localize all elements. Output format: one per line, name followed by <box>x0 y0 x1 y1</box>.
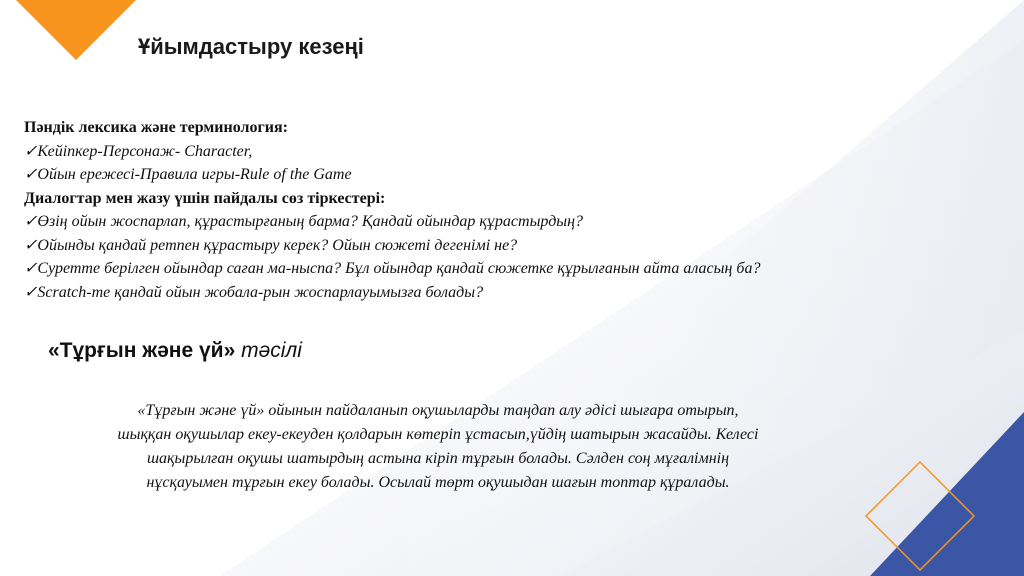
method-suffix: тәсілі <box>235 339 302 362</box>
phrases-heading: Диалогтар мен жазу үшін пайдалы сөз тіркестері: <box>24 189 386 207</box>
lexicon-heading: Пәндік лексика және терминология: <box>24 119 288 136</box>
phrase-item: ✓Суретте берілген ойындар саған ма-ныспа? Бұл ойындар қандай сюжетке құрылғанын айта аласың ба? <box>24 260 761 277</box>
page-title: Ұйымдастыру кезеңі <box>138 34 364 59</box>
description-line: шақырылған оқушы шатырдың астына кіріп тұрғын болады. Сәлден соң мұғалімнің <box>146 450 730 467</box>
method-name: «Тұрғын және үй» <box>48 339 236 362</box>
phrase-item: ✓Scratch-те қандай ойын жобала-рын жоспарлауымызға болады? <box>24 283 484 301</box>
lexicon-item: ✓Кейіпкер-Персонаж- Character, <box>24 142 253 160</box>
description-line: шыққан оқушылар екеу-екеуден қолдарын көтеріп ұстасып,үйдің шатырын жасайды. Келесі <box>117 426 759 443</box>
lexicon-block <box>24 116 984 304</box>
method-title <box>48 338 302 363</box>
description-line: «Тұрғын және үй» ойынын пайдаланып оқушыларды таңдап алу әдісі шығара отырып, <box>137 402 739 419</box>
lexicon-item: ✓Ойын ережесі-Правила игры-Rule of the Game <box>24 166 352 183</box>
method-description <box>20 399 856 495</box>
orange-triangle-shape <box>16 0 136 60</box>
description-line: нұсқауымен тұрғын екеу болады. Осылай төрт оқушыдан шағын топтар құралады. <box>146 474 730 491</box>
phrase-item: ✓Өзің ойын жоспарлап, құрастырғаның барма? Қандай ойындар құрастырдың? <box>24 213 584 230</box>
phrase-item: ✓Ойынды қандай ретпен құрастыру керек? Ойын сюжеті дегенімі не? <box>24 236 518 254</box>
